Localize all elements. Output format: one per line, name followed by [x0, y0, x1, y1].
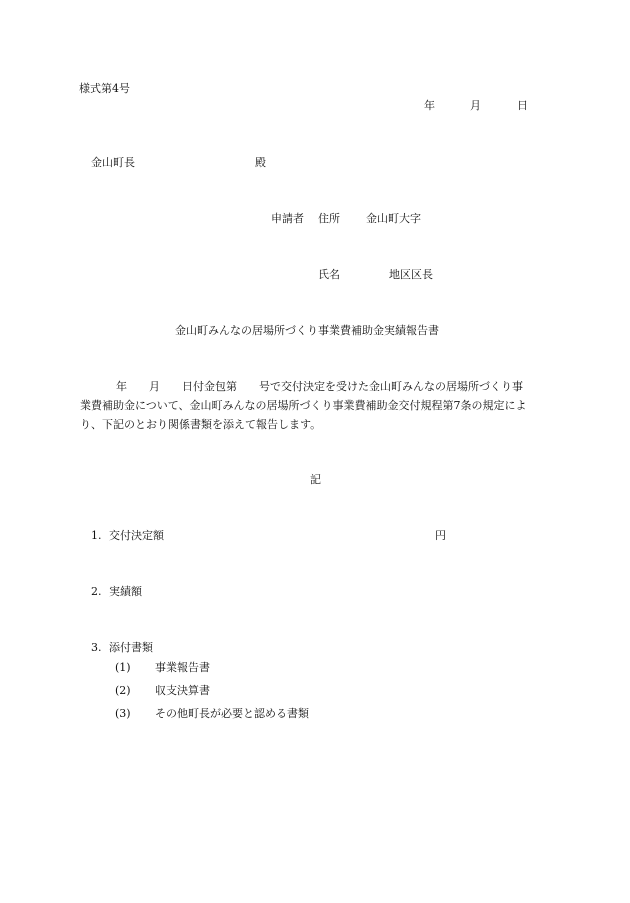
item-2-label: 実績額	[109, 585, 142, 598]
date-month: 月	[470, 99, 481, 112]
body-paragraph	[80, 377, 555, 434]
attachment-number: (2)	[115, 684, 131, 697]
body-line-2: 業費補助金について、金山町みんなの居場所づくり事業費補助金交付規程第7条の規定によ	[80, 399, 527, 412]
item-3-number: 3.	[91, 641, 102, 654]
document-title: 金山町みんなの居場所づくり事業費補助金実績報告書	[175, 324, 439, 337]
applicant-name-value: 地区区長	[389, 268, 433, 281]
form-number: 様式第4号	[79, 82, 130, 95]
applicant-address-value: 金山町大字	[366, 212, 421, 225]
ki-heading: 記	[310, 473, 321, 486]
addressee-name: 金山町長	[91, 156, 135, 169]
attachment-label: 事業報告書	[155, 661, 210, 674]
applicant-role: 申請者	[271, 212, 304, 225]
attachment-label: その他町長が必要と認める書類	[155, 707, 309, 720]
body-line-3: り、下記のとおり関係書類を添えて報告します。	[80, 418, 322, 431]
body-line-1: 年 月 日付金包第 号で交付決定を受けた金山町みんなの居場所づくり事	[116, 380, 523, 393]
item-2-number: 2.	[91, 585, 102, 598]
item-1-unit: 円	[435, 529, 446, 542]
date-year: 年	[424, 99, 435, 112]
item-3-label: 添付書類	[109, 641, 153, 654]
date-day: 日	[517, 99, 528, 112]
attachment-number: (1)	[115, 661, 131, 674]
item-1-number: 1.	[91, 529, 102, 542]
applicant-address-label: 住所	[318, 212, 340, 225]
item-1-label: 交付決定額	[109, 529, 164, 542]
applicant-name-label: 氏名	[318, 268, 340, 281]
attachment-number: (3)	[115, 707, 131, 720]
addressee-honorific: 殿	[255, 156, 266, 169]
attachment-label: 収支決算書	[155, 684, 210, 697]
